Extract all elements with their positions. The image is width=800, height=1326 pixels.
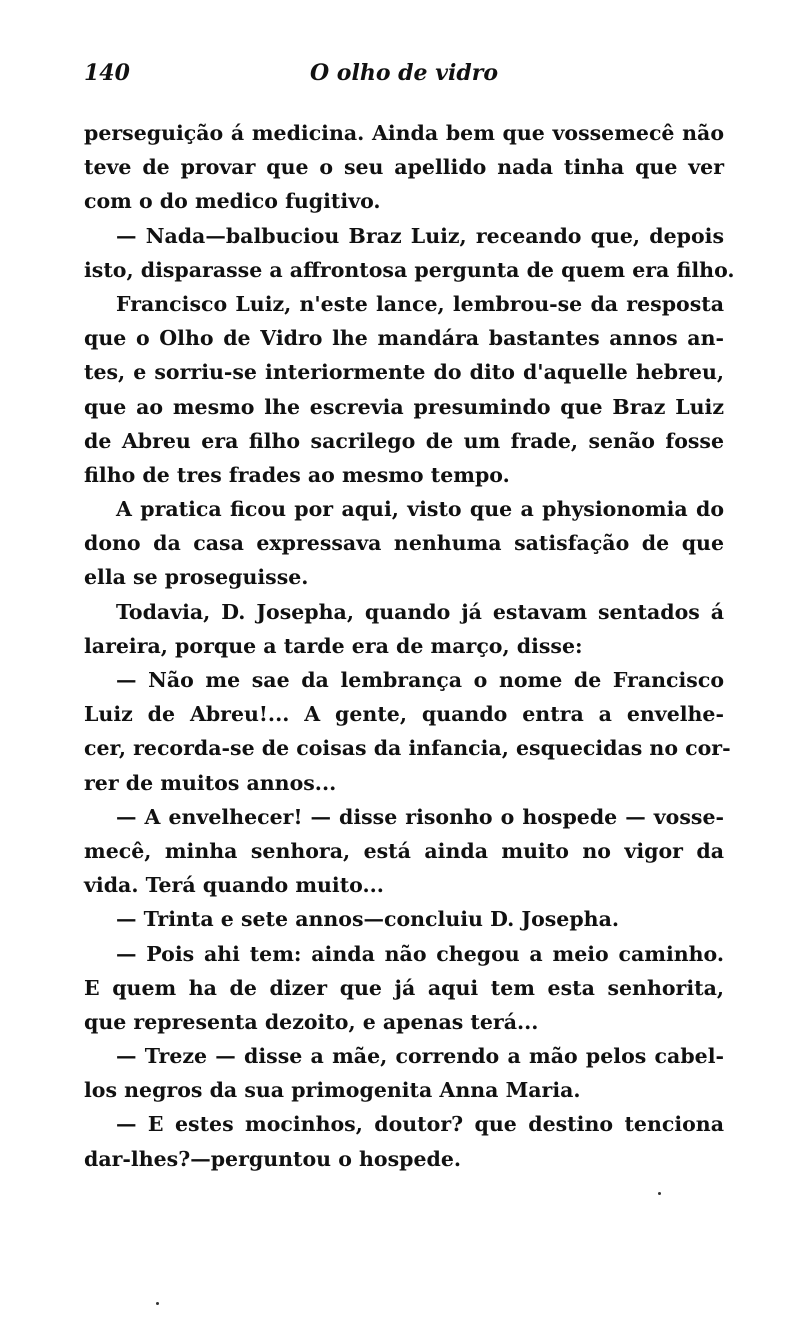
text-line: perseguição á medicina. Ainda bem que vossemecê não (84, 121, 724, 145)
text-line: que ao mesmo lhe escrevia presumindo que Braz Luiz (84, 394, 724, 419)
text-line: — A envelhecer! — disse risonho o hospede — vosse- (116, 804, 724, 829)
text-line: de Abreu era filho sacrilego de um frade, senão fosse (84, 428, 724, 453)
text-line: lareira, porque a tarde era de março, disse: (84, 633, 583, 658)
text-line: A pratica ficou por aqui, visto que a physionomia do (116, 497, 724, 522)
text-line: — E estes mocinhos, doutor? que destino tenciona (116, 1112, 724, 1137)
text-line: — Trinta e sete annos—concluiu D. Josepha. (116, 907, 620, 932)
specks (658, 1192, 661, 1195)
text-line: E quem ha de dizer que já aqui tem esta senhorita, (84, 975, 724, 1000)
specks (156, 1302, 159, 1305)
text-line: los negros da sua primogenita Anna Maria. (84, 1078, 581, 1103)
text-line: ella se proseguisse. (84, 565, 309, 590)
text-line: tes, e sorriu-se interiormente do dito d'aquelle hebreu, (84, 360, 724, 385)
text-line: teve de provar que o seu apellido nada tinha que ver (84, 155, 724, 180)
page-number: 140 (84, 60, 130, 86)
text-line: dar-lhes?—perguntou o hospede. (84, 1146, 462, 1171)
running-header (84, 60, 724, 94)
text-line: que o Olho de Vidro lhe mandára bastantes annos an- (84, 326, 724, 351)
text-line: rer de muitos annos... (84, 770, 337, 795)
text-line: isto, disparasse a affrontosa pergunta de quem era filho. (84, 257, 735, 282)
running-title: O olho de vidro (309, 60, 498, 86)
text-line: Luiz de Abreu!... A gente, quando entra a envelhe- (84, 702, 724, 727)
text-line: que representa dezoito, e apenas terá... (84, 1009, 539, 1034)
text-line: — Treze — disse a mãe, correndo a mão pelos cabel- (116, 1044, 724, 1069)
text-line: mecê, minha senhora, está ainda muito no vigor da (84, 838, 724, 863)
body-text (84, 116, 735, 1176)
text-line: Francisco Luiz, n'este lance, lembrou-se da resposta (116, 291, 724, 316)
text-line: filho de tres frades ao mesmo tempo. (84, 462, 510, 487)
text-line: — Nada—balbuciou Braz Luiz, receando que, depois (116, 223, 724, 248)
text-line: — Não me sae da lembrança o nome de Francisco (116, 668, 724, 692)
text-line: cer, recorda-se de coisas da infancia, esquecidas no cor- (84, 736, 731, 761)
text-line: dono da casa expressava nenhuma satisfação de que (84, 531, 724, 556)
text-line: com o do medico fugitivo. (84, 189, 381, 214)
text-line: vida. Terá quando muito... (84, 873, 384, 898)
text-line: — Pois ahi tem: ainda não chegou a meio caminho. (116, 941, 724, 966)
text-line: Todavia, D. Josepha, quando já estavam sentados á (116, 599, 724, 624)
